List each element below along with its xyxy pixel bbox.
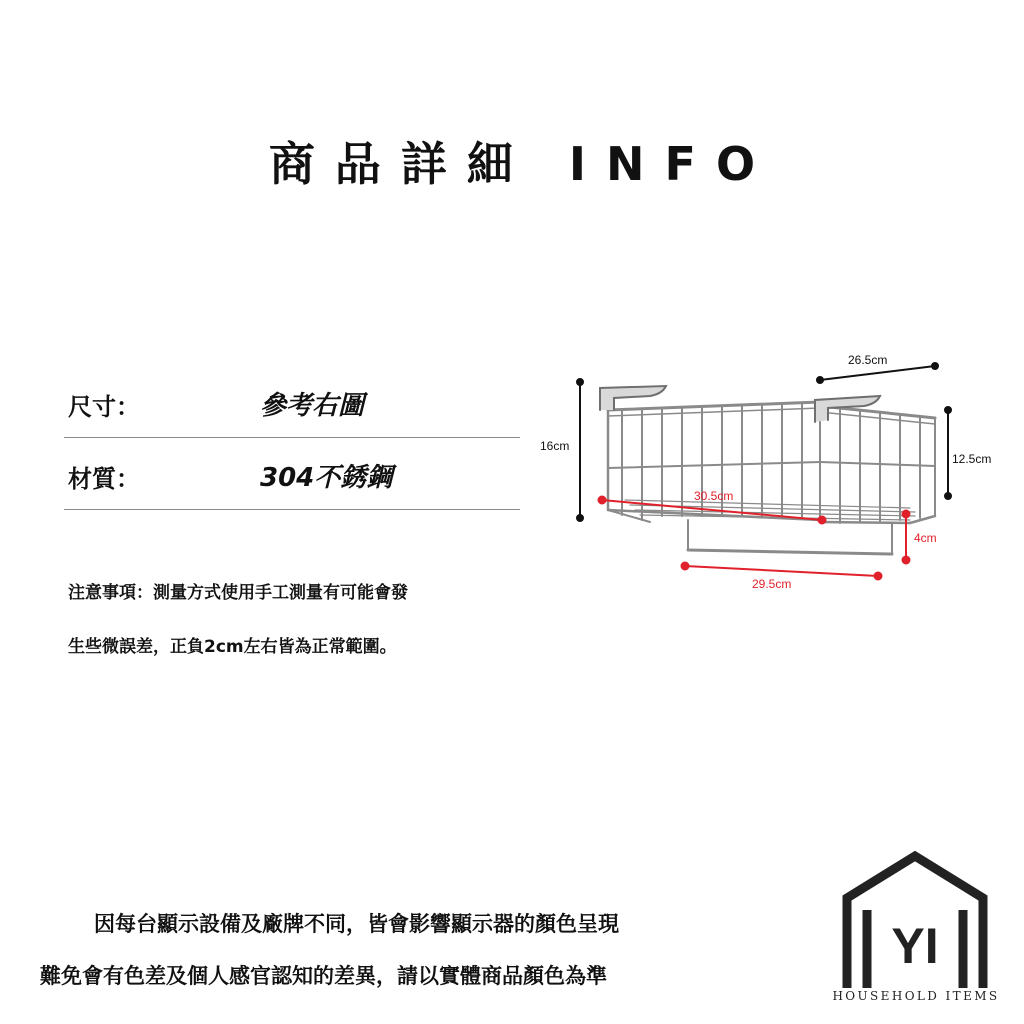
measurement-note <box>68 566 528 674</box>
brand-tagline: HOUSEHOLD ITEMS <box>832 989 1000 1003</box>
material-label: 材質： <box>68 465 140 493</box>
dim-label-total-height: 16cm <box>540 439 570 453</box>
accent-dimension-lines <box>599 497 910 580</box>
wire-basket-illustration <box>600 386 935 554</box>
dim-label-gap: 4cm <box>914 531 937 545</box>
size-label: 尺寸： <box>68 393 140 421</box>
spec-row-size <box>64 365 520 438</box>
dim-label-basket-height: 12.5cm <box>952 452 992 466</box>
material-value: 304不銹鋼 <box>260 463 393 493</box>
disclaimer-line-1: 因每台顯示設備及廠牌不同，皆會影響顯示器的顏色呈現 <box>94 912 619 936</box>
color-disclaimer <box>40 898 780 1002</box>
dim-label-top-depth: 26.5cm <box>848 353 888 367</box>
spec-row-material <box>64 437 520 510</box>
size-value: 參考右圖 <box>260 391 365 421</box>
note-line-2: 生些微誤差，正負2cm左右皆為正常範圍。 <box>68 637 397 657</box>
page-title: 商品詳細 INFO <box>268 137 776 191</box>
dim-label-bottom-width: 29.5cm <box>752 577 792 591</box>
note-line-1: 注意事項：測量方式使用手工測量有可能會發 <box>68 583 408 603</box>
logo-letters: YI <box>891 918 939 974</box>
dim-label-inner-width: 30.5cm <box>694 489 734 503</box>
disclaimer-line-2: 難免會有色差及個人感官認知的差異，請以實體商品顏色為準 <box>40 964 607 988</box>
basket-dimension-diagram <box>530 340 1010 600</box>
